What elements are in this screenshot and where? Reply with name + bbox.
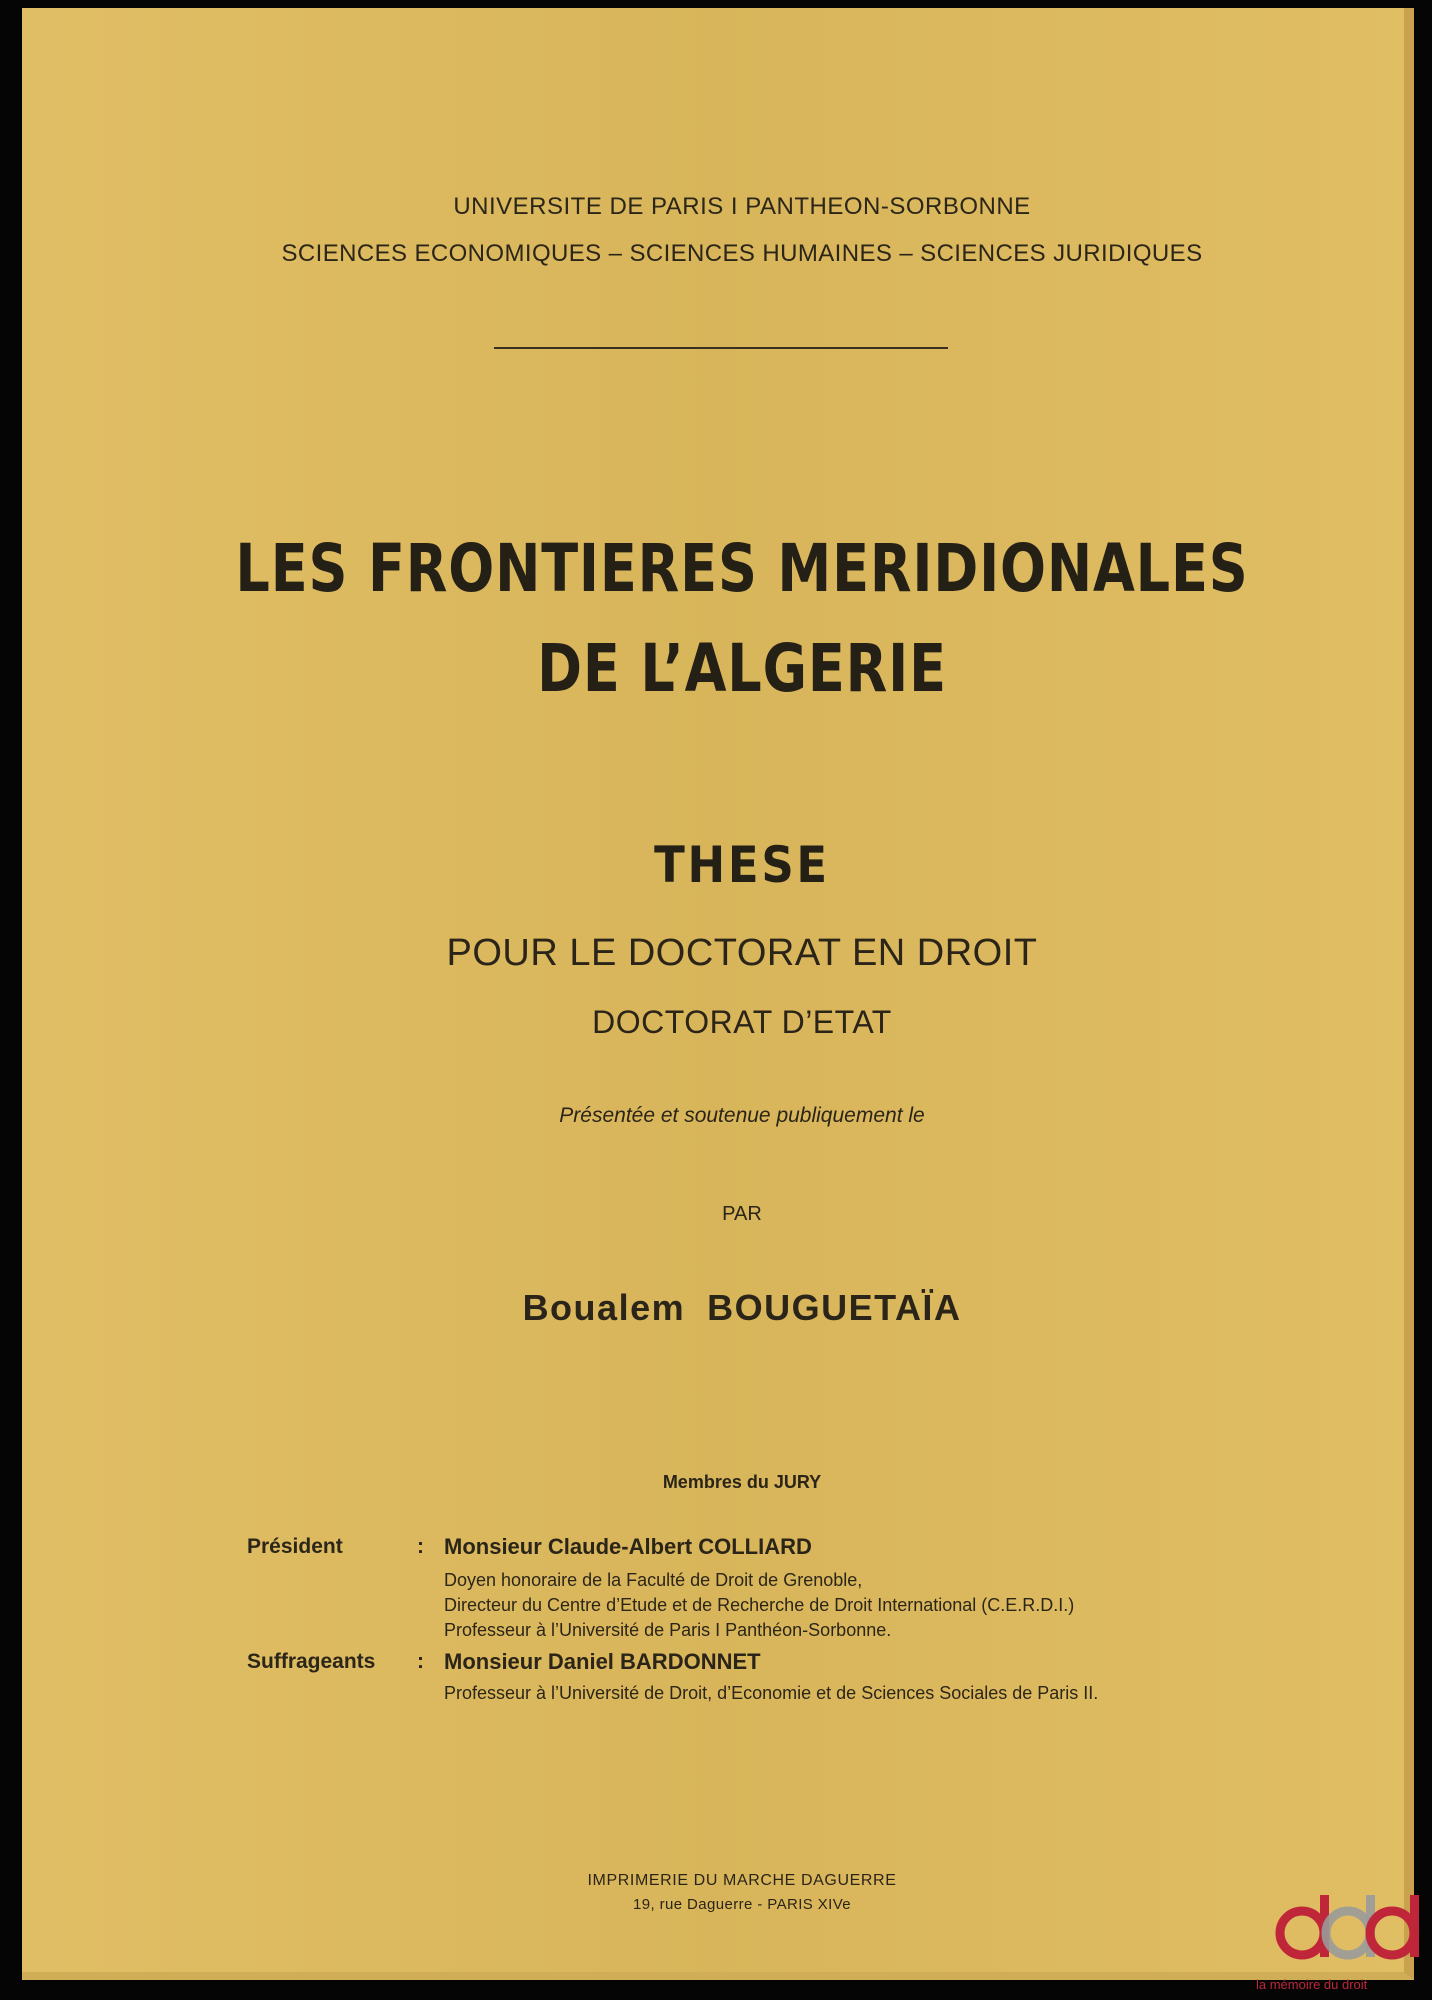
printer-name: IMPRIMERIE DU MARCHE DAGUERRE (587, 1872, 897, 1889)
defense-line: Présentée et soutenue publiquement le (559, 1104, 925, 1127)
president-role: Président (247, 1535, 343, 1558)
suffragants-detail-1: Professeur à l’Université de Droit, d’Economie et de Sciences Sociales de Paris II. (444, 1683, 1099, 1703)
degree-line: POUR LE DOCTORAT EN DROIT (446, 932, 1038, 974)
divider-rule (494, 347, 948, 349)
university-name: UNIVERSITE DE PARIS I PANTHEON-SORBONNE (453, 193, 1031, 220)
president-name: Monsieur Claude-Albert COLLIARD (444, 1534, 812, 1559)
president-detail-3: Professeur à l’Université de Paris I Panthéon-Sorbonne. (444, 1620, 892, 1640)
degree-level: DOCTORAT D’ETAT (592, 1004, 892, 1040)
suffragants-role: Suffrageants (247, 1650, 376, 1673)
thesis-cover (22, 8, 1414, 1980)
suffragants-colon: : (417, 1650, 424, 1673)
jury-heading: Membres du JURY (662, 1472, 822, 1492)
author-first-name: Boualem (522, 1287, 686, 1328)
thesis-label: THESE (654, 836, 830, 894)
suffragants-name: Monsieur Daniel BARDONNET (444, 1649, 761, 1674)
president-detail-2: Directeur du Centre d’Etude et de Recherche de Droit International (C.E.R.D.I.) (444, 1595, 1075, 1615)
stamp-tagline: la mémoire du droit (1256, 1977, 1368, 1992)
by-label: PAR (722, 1203, 762, 1225)
president-colon: : (417, 1535, 424, 1558)
faculties-line: SCIENCES ECONOMIQUES – SCIENCES HUMAINES – SCIENCES JURIDIQUES (281, 240, 1203, 267)
printer-address: 19, rue Daguerre - PARIS XIVe (632, 1896, 852, 1913)
author-name (22, 1287, 1432, 1329)
author-last-name: BOUGUETAÏA (707, 1287, 962, 1328)
title-line-1: LES FRONTIERES MERIDIONALES (235, 530, 1249, 607)
title-line-2: DE L’ALGERIE (537, 630, 947, 707)
president-detail-1: Doyen honoraire de la Faculté de Droit de Grenoble, (444, 1570, 863, 1590)
